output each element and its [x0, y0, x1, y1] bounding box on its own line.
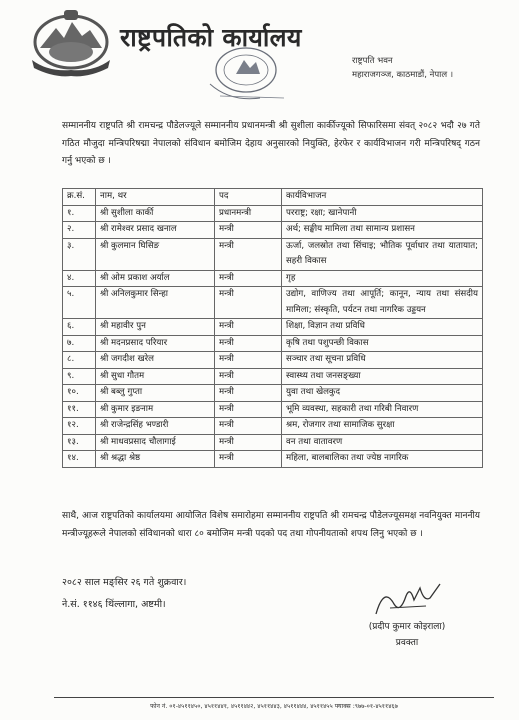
- office-title: राष्ट्रपतिको कार्यालय: [120, 23, 302, 52]
- name-cell: श्री बब्लु गुप्ता: [96, 385, 215, 402]
- date-line-bs: २०८२ साल मङ्सिर २६ गते शुक्रवार।: [62, 577, 187, 588]
- portfolio-cell: कृषि तथा पशुपन्छी विकास: [282, 335, 483, 352]
- post-cell: मन्त्री: [215, 222, 282, 239]
- office-stamp: [200, 44, 292, 106]
- serial-cell: १.: [63, 205, 96, 222]
- name-cell: श्री श्रद्धा श्रेष्ठ: [96, 451, 215, 468]
- intro-paragraph: सम्माननीय राष्ट्रपति श्री रामचन्द्र पौडेलज्यूले सम्माननीय प्रधानमन्त्री श्री सुशीला कार्कीज्यूको सिफारिसमा संवत् २०८२ भदौ २७ गते गठित मौजुदा मन्त्रिपरिषद्मा नेपालको संविधान बमोजिम देहाय अनुसारको नियुक्ति, हेरफेर र कार्यविभाजन गरी मन्त्रिपरिषद् गठन गर्नु भएको छ ।: [62, 121, 480, 166]
- portfolio-cell: उद्योग, वाणिज्य तथा आपूर्ति; कानून, न्याय तथा संसदीय मामिला; संस्कृति, पर्यटन तथा नागरिक उड्डयन: [282, 287, 483, 319]
- serial-cell: ९.: [63, 368, 96, 385]
- post-cell: मन्त्री: [215, 270, 282, 287]
- post-cell: मन्त्री: [215, 287, 282, 319]
- post-cell: मन्त्री: [215, 368, 282, 385]
- national-emblem-icon: [28, 8, 114, 80]
- name-cell: श्री ओम प्रकाश अर्याल: [96, 270, 215, 287]
- serial-cell: ५.: [63, 287, 96, 319]
- portfolio-cell: शिक्षा, विज्ञान तथा प्रविधि: [282, 319, 483, 336]
- serial-cell: २.: [63, 222, 96, 239]
- name-cell: श्री माधवप्रसाद चौलागाई: [96, 434, 215, 451]
- portfolio-cell: स्वास्थ्य तथा जनसङ्ख्या: [282, 368, 483, 385]
- serial-cell: ७.: [63, 335, 96, 352]
- table-row: [63, 385, 483, 402]
- post-cell: प्रधानमन्त्री: [215, 205, 282, 222]
- name-cell: श्री मदनप्रसाद परियार: [96, 335, 215, 352]
- signatory-title: प्रवक्ता: [395, 638, 419, 648]
- header-portfolio: कार्यविभाजन: [282, 189, 483, 206]
- serial-cell: ८.: [63, 352, 96, 369]
- table-row: [63, 335, 483, 352]
- header-serial: क्र.सं.: [63, 189, 96, 206]
- name-cell: श्री अनिलकुमार सिन्हा: [96, 287, 215, 319]
- name-cell: श्री सुशीला कार्की: [96, 205, 215, 222]
- date-line-ns: ने.सं. ११४६ थिंल्लागा, अष्टमी।: [62, 599, 166, 610]
- serial-cell: ४.: [63, 270, 96, 287]
- header-post: पद: [215, 189, 282, 206]
- date-block: [62, 572, 186, 616]
- table-row: [63, 205, 483, 222]
- cabinet-table: [62, 188, 483, 468]
- serial-cell: ३.: [63, 238, 96, 270]
- signature: [370, 578, 450, 622]
- office-address: [352, 54, 453, 82]
- portfolio-cell: सञ्चार तथा सूचना प्रविधि: [282, 352, 483, 369]
- post-cell: मन्त्री: [215, 418, 282, 435]
- portfolio-cell: वन तथा वातावरण: [282, 434, 483, 451]
- address-line-1: राष्ट्रपति भवन: [352, 56, 393, 66]
- post-cell: मन्त्री: [215, 352, 282, 369]
- serial-cell: १४.: [63, 451, 96, 468]
- post-cell: मन्त्री: [215, 401, 282, 418]
- table-row: [63, 270, 483, 287]
- header-name: नाम, थर: [96, 189, 215, 206]
- table-row: [63, 287, 483, 319]
- table-row: [63, 352, 483, 369]
- post-cell: मन्त्री: [215, 451, 282, 468]
- portfolio-cell: ऊर्जा, जलस्रोत तथा सिंचाइ; भौतिक पूर्वाधार तथा यातायात; सहरी विकास: [282, 238, 483, 270]
- serial-cell: ६.: [63, 319, 96, 336]
- address-line-2: महाराजगञ्ज, काठमाडौं, नेपाल ।: [352, 70, 454, 80]
- post-cell: मन्त्री: [215, 335, 282, 352]
- serial-cell: १३.: [63, 434, 96, 451]
- table-header-row: [63, 189, 483, 206]
- post-cell: मन्त्री: [215, 319, 282, 336]
- portfolio-cell: परराष्ट्र; रक्षा; खानेपानी: [282, 205, 483, 222]
- serial-cell: १०.: [63, 385, 96, 402]
- name-cell: श्री राजेन्द्रसिंह भण्डारी: [96, 418, 215, 435]
- name-cell: श्री कुमार इङनाम: [96, 401, 215, 418]
- table-row: [63, 434, 483, 451]
- portfolio-cell: युवा तथा खेलकुद: [282, 385, 483, 402]
- table-row: [63, 451, 483, 468]
- table-row: [63, 418, 483, 435]
- table-row: [63, 368, 483, 385]
- portfolio-cell: अर्थ; सङ्घीय मामिला तथा सामान्य प्रशासन: [282, 222, 483, 239]
- portfolio-cell: भूमि व्यवस्था, सहकारी तथा गरिबी निवारण: [282, 401, 483, 418]
- table-row: [63, 319, 483, 336]
- name-cell: श्री महावीर पुन: [96, 319, 215, 336]
- portfolio-cell: गृह: [282, 270, 483, 287]
- table-row: [63, 401, 483, 418]
- portfolio-cell: महिला, बालबालिका तथा ज्येष्ठ नागरिक: [282, 451, 483, 468]
- table-row: [63, 238, 483, 270]
- table-row: [63, 222, 483, 239]
- post-cell: मन्त्री: [215, 385, 282, 402]
- name-cell: श्री कुलमान घिसिङ: [96, 238, 215, 270]
- name-cell: श्री सुधा गौतम: [96, 368, 215, 385]
- post-cell: मन्त्री: [215, 434, 282, 451]
- serial-cell: ११.: [63, 401, 96, 418]
- portfolio-cell: श्रम, रोजगार तथा सामाजिक सुरक्षा: [282, 418, 483, 435]
- name-cell: श्री जगदीश खरेल: [96, 352, 215, 369]
- oath-paragraph: साथै, आज राष्ट्रपतिको कार्यालयमा आयोजित विशेष समारोहमा सम्माननीय राष्ट्रपति श्री रामचन्द्र पौडेलज्यूसमक्ष नवनियुक्त माननीय मन्त्रीज्यूहरूले नेपालको संविधानको धारा ८० बमोजिम मन्त्री पदको पद तथा गोपनीयताको शपथ लिनु भएको छ ।: [62, 511, 480, 539]
- signatory-name: (प्रदीप कुमार कोइराला): [368, 622, 446, 632]
- serial-cell: १२.: [63, 418, 96, 435]
- signatory-block: [352, 619, 462, 651]
- name-cell: श्री रामेश्वर प्रसाद खनाल: [96, 222, 215, 239]
- footer-contact: फोन नं. ०१-४५११४५०, ४५११४४१, ४५११४४२, ४५११४४३, ४५११४४४, ४५११४५५ फ्याक्स :९७७-०१-४५११४६७: [150, 703, 398, 710]
- footer-divider: [54, 697, 494, 698]
- post-cell: मन्त्री: [215, 238, 282, 270]
